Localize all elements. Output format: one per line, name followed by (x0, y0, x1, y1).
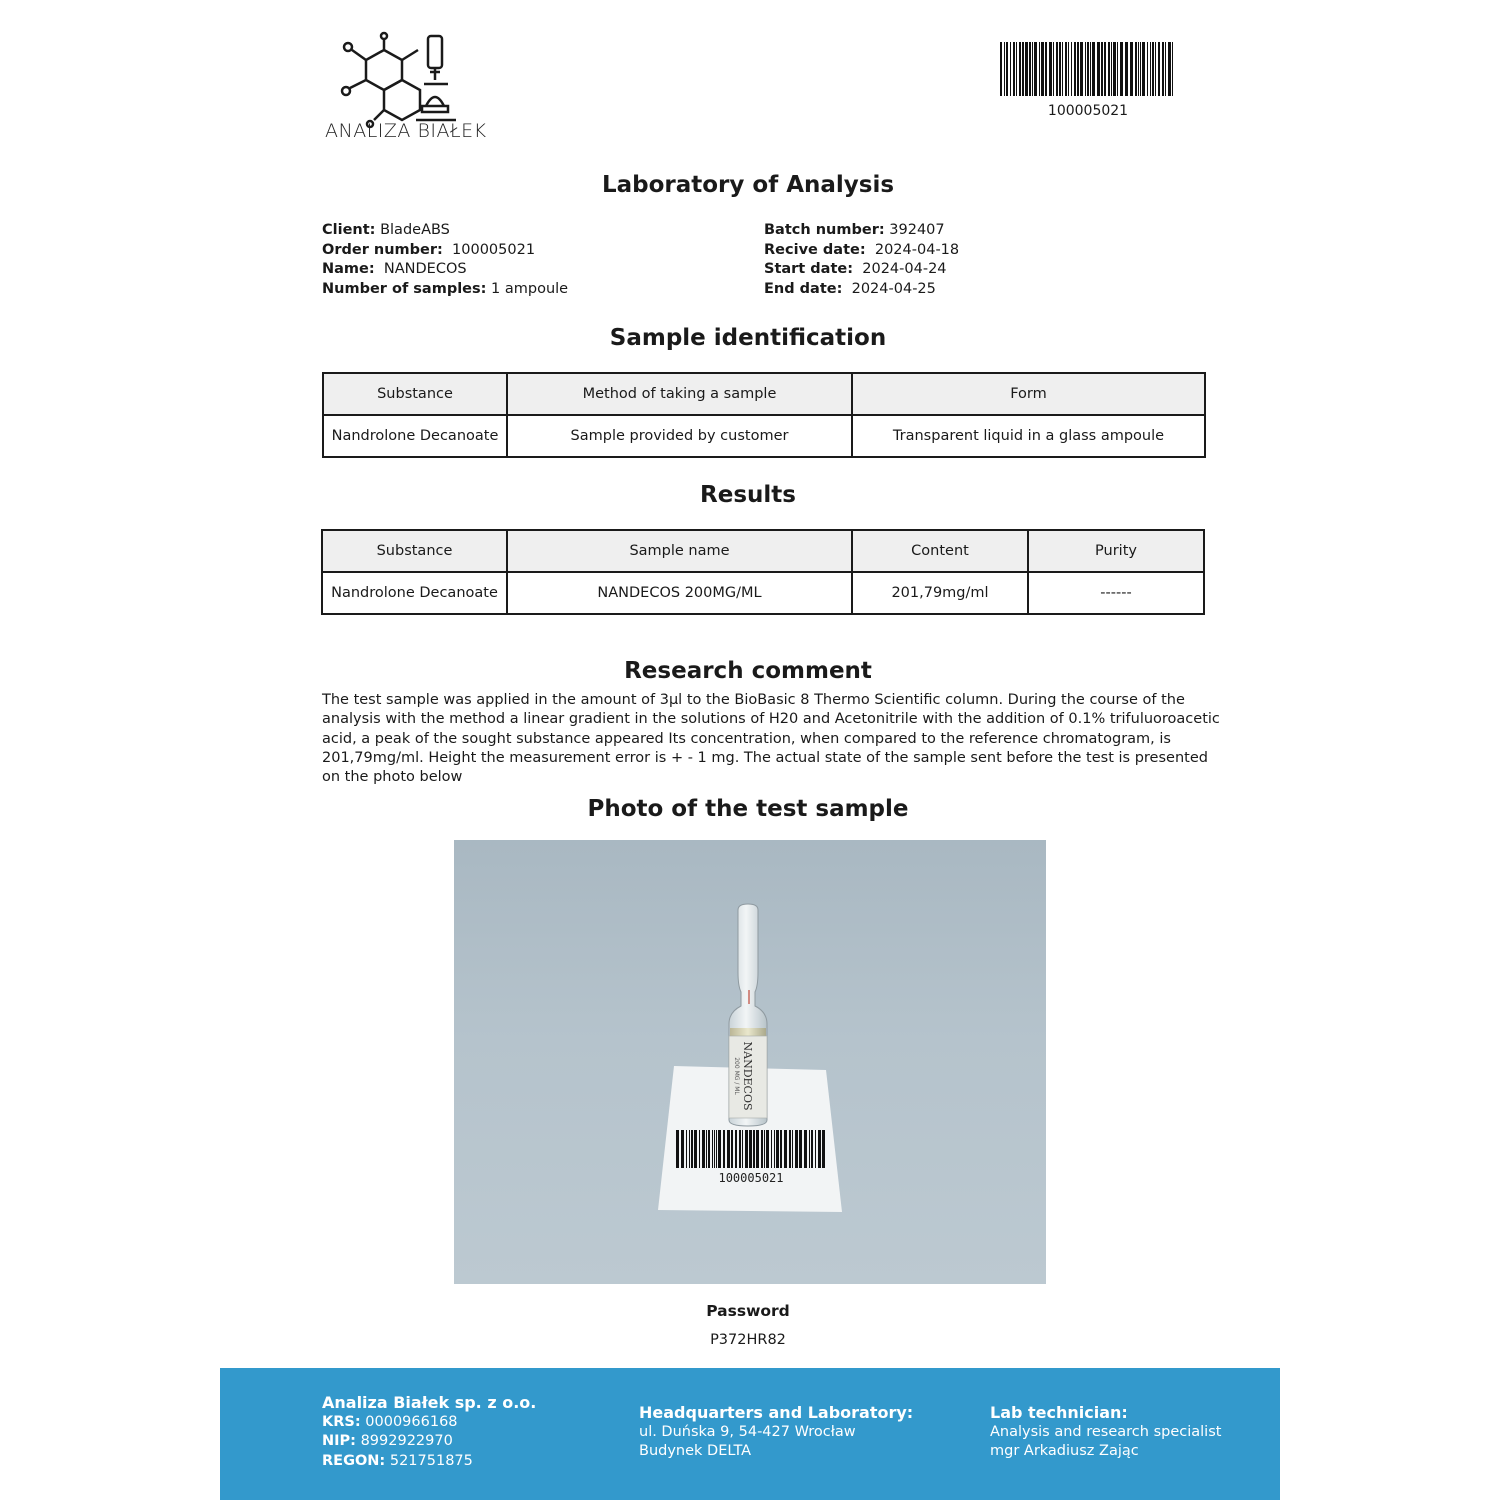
table-header-row (322, 530, 1204, 572)
barcode-bar (1077, 42, 1079, 96)
tech-name: mgr Arkadiusz Zając (990, 1443, 1139, 1459)
tech-role: Analysis and research specialist (990, 1423, 1222, 1440)
hq-title: Headquarters and Laboratory: (639, 1403, 914, 1422)
column-header: Substance (322, 530, 507, 572)
barcode-bar (723, 1130, 725, 1168)
name-value: NANDECOS (383, 261, 467, 277)
barcode-bar (1155, 42, 1156, 96)
barcode-bar (1016, 42, 1017, 96)
barcode-bar (742, 1130, 743, 1168)
column-header: Method of taking a sample (507, 373, 852, 415)
barcode-bar (799, 1130, 802, 1168)
receive-label: Recive date: (764, 241, 866, 258)
barcode-bar (1065, 42, 1067, 96)
krs-value: 0000966168 (365, 1413, 458, 1430)
table-cell: 201,79mg/ml (852, 572, 1028, 614)
barcode-bar (1147, 42, 1148, 96)
order-row (322, 241, 568, 261)
barcode-bar (1104, 42, 1106, 96)
barcode-bar (1092, 42, 1095, 96)
table-cell: ------ (1028, 572, 1204, 614)
barcode-bar (756, 1130, 759, 1168)
barcode-bar (691, 1130, 693, 1168)
company-info (322, 1393, 536, 1471)
barcode-bar (1045, 42, 1047, 96)
client-value: BladeABS (380, 222, 450, 238)
barcode-bar (1049, 42, 1052, 96)
barcode-bar (1013, 42, 1015, 96)
end-value: 2024-04-25 (851, 280, 936, 297)
barcode-bar (780, 1130, 782, 1168)
samples-row (322, 280, 568, 300)
start-label: Start date: (764, 261, 854, 277)
barcode-bar (1090, 42, 1091, 96)
footer (220, 1368, 1280, 1500)
ampoule-label: NANDECOS (741, 1041, 754, 1111)
barcode-bar (694, 1130, 697, 1168)
hq-building: Budynek DELTA (639, 1443, 752, 1459)
barcode-bar (753, 1130, 755, 1168)
barcode-bar (1165, 42, 1166, 96)
barcode-bar (1130, 42, 1133, 96)
table-row (323, 415, 1205, 457)
sample-identification-table (322, 372, 1206, 458)
barcode-bar (1032, 42, 1033, 96)
barcode-bar (1172, 42, 1173, 96)
receive-value: 2024-04-18 (874, 241, 960, 258)
barcode-bar (706, 1130, 707, 1168)
barcode-bar (1071, 42, 1072, 96)
photo-heading: Photo of the test sample (587, 796, 909, 822)
barcode-bar (1029, 42, 1031, 96)
info-right (764, 221, 959, 299)
barcode-bar (718, 1130, 721, 1168)
samples-label: Number of samples: (322, 280, 487, 297)
barcode-bar (1080, 42, 1083, 96)
barcode-bar (699, 1130, 700, 1168)
barcode-bar (774, 1130, 775, 1168)
barcode-bar (766, 1130, 769, 1168)
barcode-bar (1039, 42, 1040, 96)
client-label: Client: (322, 222, 376, 238)
company-name: Analiza Białek sp. z o.o. (322, 1393, 537, 1412)
table-header-row (323, 373, 1205, 415)
barcode-bar (1140, 42, 1141, 96)
barcode-bar (789, 1130, 791, 1168)
logo-wordmark: ANALIZA BIAŁEK (325, 120, 487, 142)
barcode-bar (1168, 42, 1171, 96)
barcode-bar (804, 1130, 807, 1168)
hq-address: ul. Duńska 9, 54-427 Wrocław (639, 1423, 856, 1440)
sample-identification-heading: Sample identification (609, 325, 887, 351)
barcode-bar (727, 1130, 730, 1168)
regon-row (322, 1452, 536, 1472)
barcode-bar (1010, 42, 1011, 96)
barcode-bar (1142, 42, 1145, 96)
barcode-bar (735, 1130, 737, 1168)
nip-value: 8992922970 (360, 1433, 453, 1449)
barcode-bar (1138, 42, 1139, 96)
barcode-bar (1162, 42, 1164, 96)
table-cell: Sample provided by customer (507, 415, 852, 457)
barcode-bar (686, 1130, 687, 1168)
barcode-bar (809, 1130, 810, 1168)
column-header: Purity (1028, 530, 1204, 572)
barcode-bar (1120, 42, 1123, 96)
barcode-bar (1034, 42, 1037, 96)
barcode-bar (1062, 42, 1063, 96)
password-value: P372HR82 (710, 1332, 786, 1348)
sample-photo-illustration (454, 840, 1046, 1284)
barcode-bar (1022, 42, 1024, 96)
barcode-bar (731, 1130, 733, 1168)
barcode-bar (1117, 42, 1118, 96)
info-left (322, 221, 568, 299)
table-cell: Nandrolone Decanoate (323, 415, 507, 457)
barcode-bar (771, 1130, 772, 1168)
barcode-bar (1068, 42, 1069, 96)
barcode-bar (702, 1130, 705, 1168)
name-label: Name: (322, 261, 375, 277)
barcode-bar (761, 1130, 763, 1168)
barcode-bar (792, 1130, 793, 1168)
barcode-bar (676, 1130, 679, 1168)
barcode-bar (1113, 42, 1116, 96)
barcode-bar (1150, 42, 1151, 96)
column-header: Form (852, 373, 1205, 415)
barcode-bar (1019, 42, 1021, 96)
barcode-bar (681, 1130, 684, 1168)
batch-value: 392407 (889, 222, 945, 238)
barcode-bar (1006, 42, 1008, 96)
technician-info (990, 1403, 1221, 1462)
barcode-bar (1108, 42, 1110, 96)
table-row (322, 572, 1204, 614)
table-cell: Transparent liquid in a glass ampoule (852, 415, 1205, 457)
order-value: 100005021 (452, 241, 536, 258)
barcode-bar (822, 1130, 825, 1168)
nip-row (322, 1432, 536, 1452)
card-barcode-number: 100005021 (718, 1171, 784, 1185)
name-row (322, 260, 568, 280)
regon-value: 521751875 (389, 1452, 473, 1469)
password-label: Password (706, 1302, 790, 1320)
barcode-top (1000, 42, 1176, 96)
barcode-bar (1087, 42, 1089, 96)
batch-row (764, 221, 959, 241)
headquarters-info (639, 1403, 913, 1462)
ampoule-sublabel: 200 MG / ML (733, 1057, 740, 1095)
batch-label: Batch number: (764, 222, 885, 238)
barcode-bar (1041, 42, 1044, 96)
barcode-bar (1125, 42, 1128, 96)
barcode-bar (714, 1130, 715, 1168)
table-cell: Nandrolone Decanoate (322, 572, 507, 614)
barcode-bar (776, 1130, 779, 1168)
barcode-bar (1004, 42, 1005, 96)
barcode-bar (1097, 42, 1100, 96)
samples-value: 1 ampoule (491, 280, 569, 297)
barcode-bar (1000, 42, 1002, 96)
barcode-bar (712, 1130, 713, 1168)
barcode-bar (716, 1130, 717, 1168)
regon-label: REGON: (322, 1452, 386, 1469)
barcode-bar (739, 1130, 741, 1168)
receive-row (764, 241, 959, 261)
start-row (764, 260, 959, 280)
barcode-bar (1101, 42, 1103, 96)
table-cell: NANDECOS 200MG/ML (507, 572, 852, 614)
order-label: Order number: (322, 241, 443, 258)
barcode-bar (815, 1130, 816, 1168)
sample-photo (454, 840, 1046, 1284)
barcode-bar (1056, 42, 1058, 96)
barcode-bar (1053, 42, 1054, 96)
research-comment-text: The test sample was applied in the amount of 3µl to the BioBasic 8 Thermo Scientific column. During the course of the analysis with the method a linear gradient in the solutions of H20 and Acetonitrile with the addition of 0.1% trifuluoroacetic acid, a peak of the sought substance appeared Its concentration, when compared to the reference chromatogram, is 201,79mg/ml. Height the measurement error is + - 1 mg. The actual state of the sample sent before the test is presented on the photo below (322, 692, 1220, 786)
results-table (321, 529, 1205, 615)
barcode-bar (784, 1130, 787, 1168)
barcode-bar (1059, 42, 1061, 96)
end-row (764, 280, 959, 300)
barcode-bar (1111, 42, 1112, 96)
barcode-bar (1158, 42, 1160, 96)
page-title: Laboratory of Analysis (601, 172, 895, 198)
barcode-bar (1152, 42, 1154, 96)
barcode-bar (749, 1130, 752, 1168)
barcode-bar (1135, 42, 1137, 96)
client-row (322, 221, 568, 241)
barcode-number: 100005021 (1047, 103, 1129, 119)
end-label: End date: (764, 280, 843, 297)
barcode-bar (811, 1130, 813, 1168)
research-comment-heading: Research comment (624, 658, 872, 684)
column-header: Sample name (507, 530, 852, 572)
column-header: Substance (323, 373, 507, 415)
krs-row (322, 1413, 536, 1433)
tech-title: Lab technician: (990, 1403, 1128, 1422)
barcode-bar (1025, 42, 1028, 96)
barcode-bar (795, 1130, 798, 1168)
barcode-bar (745, 1130, 748, 1168)
barcode-bar (1074, 42, 1076, 96)
barcode-bar (818, 1130, 821, 1168)
krs-label: KRS: (322, 1413, 361, 1430)
barcode-bar (689, 1130, 690, 1168)
barcode-bar (708, 1130, 710, 1168)
start-value: 2024-04-24 (862, 261, 947, 277)
nip-label: NIP: (322, 1433, 356, 1449)
barcode-bar (764, 1130, 765, 1168)
column-header: Content (852, 530, 1028, 572)
results-heading: Results (700, 482, 796, 508)
barcode-bar (1085, 42, 1086, 96)
